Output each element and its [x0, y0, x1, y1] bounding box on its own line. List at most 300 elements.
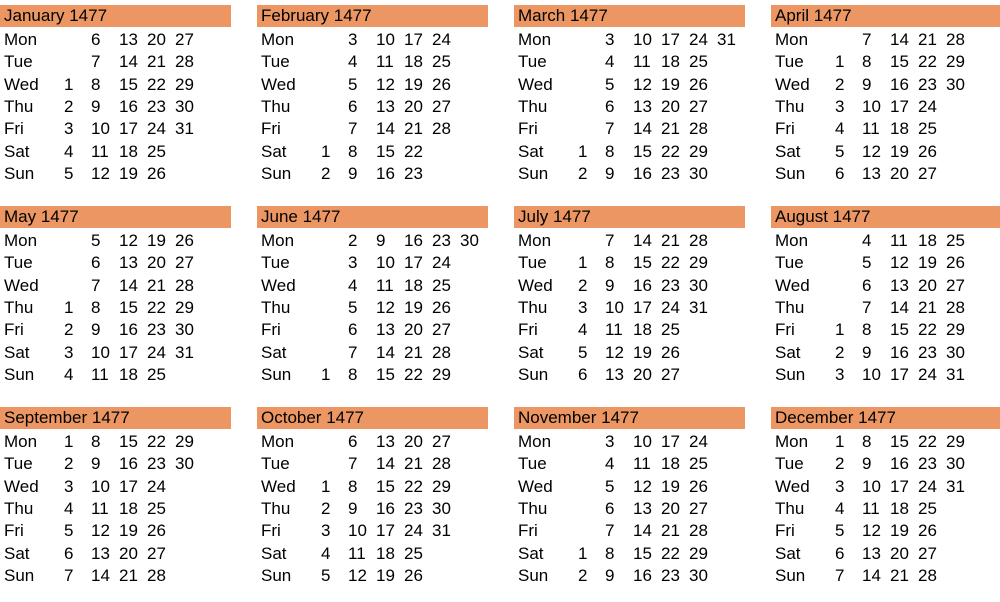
- date-cell: 28: [689, 119, 708, 139]
- week-row: [771, 230, 1000, 252]
- month-block: [514, 402, 745, 602]
- day-name-label: Sat: [775, 342, 801, 362]
- date-cell: 2: [578, 275, 588, 295]
- date-cell: 16: [633, 275, 652, 295]
- week-row: [257, 141, 488, 163]
- date-cell: 9: [605, 275, 615, 295]
- date-cell: 8: [348, 364, 358, 384]
- date-cell: 22: [918, 52, 937, 72]
- date-cell: 24: [432, 253, 451, 273]
- date-cell: 8: [91, 432, 101, 451]
- day-name-label: Sun: [518, 364, 549, 384]
- date-cell: 16: [890, 454, 909, 474]
- date-cell: 30: [946, 342, 965, 362]
- date-cell: 11: [91, 498, 109, 518]
- date-cell: 20: [147, 253, 166, 273]
- date-cell: 23: [661, 275, 680, 295]
- month-block: [0, 0, 231, 200]
- date-cell: 28: [689, 521, 708, 541]
- date-cell: 9: [91, 320, 101, 340]
- day-name-label: Fri: [4, 521, 24, 541]
- date-cell: 27: [147, 543, 166, 563]
- date-cell: 29: [432, 364, 451, 384]
- week-row: [257, 275, 488, 297]
- date-cell: 23: [918, 454, 937, 474]
- date-cell: 28: [689, 231, 708, 250]
- date-cell: 5: [578, 342, 588, 362]
- day-name-label: Tue: [518, 253, 547, 273]
- month-header: February 1477: [257, 5, 488, 27]
- day-name-label: Thu: [4, 96, 34, 116]
- date-cell: 26: [689, 476, 708, 496]
- date-cell: 13: [376, 320, 395, 340]
- day-name-label: Wed: [518, 275, 553, 295]
- date-cell: 9: [862, 342, 872, 362]
- date-cell: 4: [64, 141, 74, 161]
- date-cell: 13: [376, 432, 395, 451]
- date-cell: 21: [147, 52, 166, 72]
- month-header: August 1477: [771, 206, 1000, 228]
- date-cell: 14: [633, 119, 652, 139]
- week-row: [771, 141, 1000, 163]
- date-cell: 6: [348, 96, 358, 116]
- date-cell: 25: [946, 231, 965, 250]
- date-cell: 6: [605, 498, 615, 518]
- date-cell: 2: [64, 320, 74, 340]
- date-cell: 11: [633, 454, 651, 474]
- date-cell: 26: [432, 74, 451, 94]
- day-name-label: Fri: [518, 521, 538, 541]
- week-row: [257, 118, 488, 140]
- day-name-label: Mon: [261, 30, 295, 49]
- date-cell: 8: [605, 543, 615, 563]
- week-row: [514, 252, 745, 274]
- day-name-label: Sat: [4, 141, 30, 161]
- date-cell: 9: [376, 231, 386, 250]
- date-cell: 29: [175, 432, 194, 451]
- date-cell: 25: [147, 141, 166, 161]
- date-cell: 25: [404, 543, 423, 563]
- day-name-label: Sun: [261, 565, 292, 585]
- week-row: [514, 118, 745, 140]
- date-cell: 23: [661, 565, 680, 585]
- date-cell: 12: [890, 253, 909, 273]
- date-cell: 10: [348, 521, 367, 541]
- day-name-label: Fri: [261, 119, 281, 139]
- date-cell: 8: [862, 432, 872, 451]
- date-cell: 10: [91, 342, 110, 362]
- date-cell: 19: [119, 521, 138, 541]
- date-cell: 30: [946, 454, 965, 474]
- day-name-label: Sat: [518, 543, 544, 563]
- week-row: [0, 230, 231, 252]
- date-cell: 20: [633, 364, 652, 384]
- date-cell: 7: [605, 119, 615, 139]
- day-name-label: Wed: [261, 275, 296, 295]
- date-cell: 4: [321, 543, 331, 563]
- date-cell: 7: [605, 231, 615, 250]
- date-cell: 27: [661, 364, 680, 384]
- date-cell: 26: [918, 141, 937, 161]
- date-cell: 2: [835, 454, 845, 474]
- date-cell: 4: [64, 498, 74, 518]
- date-cell: 13: [119, 30, 138, 49]
- date-cell: 26: [689, 74, 708, 94]
- date-cell: 11: [633, 52, 651, 72]
- date-cell: 15: [376, 476, 395, 496]
- date-cell: 7: [91, 275, 101, 295]
- date-cell: 10: [862, 476, 881, 496]
- date-cell: 22: [147, 297, 166, 317]
- date-cell: 27: [918, 543, 937, 563]
- day-name-label: Tue: [4, 253, 33, 273]
- date-cell: 21: [147, 275, 166, 295]
- week-row: [514, 163, 745, 185]
- week-row: [771, 342, 1000, 364]
- month-block: [771, 402, 1000, 602]
- date-cell: 19: [119, 163, 138, 183]
- week-row: [257, 297, 488, 319]
- date-cell: 26: [432, 297, 451, 317]
- week-row: [771, 543, 1000, 565]
- date-cell: 15: [890, 320, 909, 340]
- date-cell: 8: [91, 74, 101, 94]
- date-cell: 2: [64, 454, 74, 474]
- month-header: January 1477: [0, 5, 231, 27]
- day-name-label: Fri: [775, 521, 795, 541]
- day-name-label: Sat: [261, 141, 287, 161]
- date-cell: 2: [348, 231, 358, 250]
- day-name-label: Mon: [261, 231, 295, 250]
- date-cell: 18: [119, 498, 138, 518]
- date-cell: 11: [376, 52, 394, 72]
- date-cell: 8: [348, 476, 358, 496]
- date-cell: 7: [862, 30, 872, 49]
- date-cell: 15: [119, 432, 138, 451]
- day-name-label: Sun: [4, 163, 35, 183]
- week-row: [771, 297, 1000, 319]
- date-cell: 21: [661, 231, 680, 250]
- date-cell: 4: [605, 454, 615, 474]
- date-cell: 15: [633, 253, 652, 273]
- date-cell: 19: [890, 521, 909, 541]
- date-cell: 25: [689, 454, 708, 474]
- date-cell: 1: [578, 253, 588, 273]
- day-name-label: Tue: [775, 253, 804, 273]
- date-cell: 18: [119, 141, 138, 161]
- date-cell: 5: [321, 565, 331, 585]
- week-row: [257, 230, 488, 252]
- date-cell: 1: [321, 364, 331, 384]
- date-cell: 5: [91, 231, 101, 250]
- date-cell: 31: [717, 30, 736, 49]
- date-cell: 14: [376, 454, 395, 474]
- date-cell: 17: [376, 521, 395, 541]
- date-cell: 6: [348, 320, 358, 340]
- day-name-label: Tue: [261, 52, 290, 72]
- date-cell: 18: [918, 231, 937, 250]
- day-name-label: Mon: [518, 30, 552, 49]
- week-row: [771, 118, 1000, 140]
- month-block: [257, 402, 488, 602]
- date-cell: 7: [348, 454, 358, 474]
- date-cell: 23: [432, 231, 451, 250]
- date-cell: 14: [890, 30, 909, 49]
- week-row: [0, 275, 231, 297]
- month-block: [257, 201, 488, 401]
- date-cell: 22: [661, 141, 680, 161]
- date-cell: 14: [119, 275, 138, 295]
- day-name-label: Sun: [518, 565, 549, 585]
- date-cell: 9: [348, 498, 358, 518]
- date-cell: 28: [175, 52, 194, 72]
- week-row: [514, 319, 745, 341]
- week-row: [514, 453, 745, 475]
- day-name-label: Tue: [518, 52, 547, 72]
- month-header: April 1477: [771, 5, 1000, 27]
- day-name-label: Thu: [261, 498, 291, 518]
- date-cell: 13: [862, 163, 881, 183]
- date-cell: 3: [348, 253, 358, 273]
- date-cell: 12: [376, 297, 395, 317]
- week-row: [257, 319, 488, 341]
- date-cell: 19: [890, 141, 909, 161]
- date-cell: 13: [605, 364, 624, 384]
- date-cell: 29: [689, 543, 708, 563]
- date-cell: 6: [578, 364, 588, 384]
- day-name-label: Fri: [775, 320, 795, 340]
- date-cell: 20: [890, 543, 909, 563]
- week-row: [0, 543, 231, 565]
- date-cell: 3: [835, 96, 845, 116]
- week-row: [0, 96, 231, 118]
- date-cell: 24: [918, 476, 937, 496]
- week-row: [514, 74, 745, 96]
- day-name-label: Wed: [261, 476, 296, 496]
- date-cell: 20: [147, 30, 166, 49]
- day-name-label: Wed: [518, 476, 553, 496]
- date-cell: 13: [862, 543, 881, 563]
- week-row: [0, 453, 231, 475]
- day-name-label: Sun: [261, 163, 292, 183]
- date-cell: 27: [946, 275, 965, 295]
- day-name-label: Sun: [775, 163, 806, 183]
- date-cell: 3: [64, 342, 74, 362]
- date-cell: 12: [119, 231, 138, 250]
- date-cell: 25: [432, 275, 451, 295]
- day-name-label: Sun: [775, 565, 806, 585]
- week-row: [0, 520, 231, 542]
- date-cell: 24: [432, 30, 451, 49]
- week-row: [771, 96, 1000, 118]
- date-cell: 6: [64, 543, 74, 563]
- date-cell: 21: [404, 119, 423, 139]
- date-cell: 18: [890, 119, 909, 139]
- week-row: [771, 431, 1000, 453]
- month-block: [0, 201, 231, 401]
- date-cell: 9: [91, 96, 101, 116]
- date-cell: 4: [348, 275, 358, 295]
- date-cell: 7: [862, 297, 872, 317]
- date-cell: 11: [91, 141, 109, 161]
- date-cell: 4: [64, 364, 74, 384]
- date-cell: 19: [661, 476, 680, 496]
- week-row: [257, 498, 488, 520]
- date-cell: 20: [404, 96, 423, 116]
- week-row: [257, 543, 488, 565]
- date-cell: 30: [175, 320, 194, 340]
- date-cell: 29: [946, 52, 965, 72]
- day-name-label: Mon: [518, 432, 552, 451]
- date-cell: 21: [918, 297, 937, 317]
- date-cell: 10: [91, 476, 110, 496]
- date-cell: 8: [605, 253, 615, 273]
- date-cell: 23: [404, 498, 423, 518]
- day-name-label: Sat: [775, 141, 801, 161]
- date-cell: 17: [890, 476, 909, 496]
- week-row: [771, 565, 1000, 587]
- day-name-label: Sat: [261, 342, 287, 362]
- date-cell: 6: [835, 163, 845, 183]
- date-cell: 4: [348, 52, 358, 72]
- date-cell: 24: [918, 96, 937, 116]
- day-name-label: Mon: [775, 30, 809, 49]
- date-cell: 15: [376, 364, 395, 384]
- date-cell: 15: [890, 52, 909, 72]
- day-name-label: Sun: [4, 364, 35, 384]
- date-cell: 27: [432, 320, 451, 340]
- date-cell: 10: [862, 96, 881, 116]
- date-cell: 12: [91, 521, 110, 541]
- week-row: [0, 319, 231, 341]
- date-cell: 13: [376, 96, 395, 116]
- date-cell: 22: [147, 74, 166, 94]
- date-cell: 5: [348, 297, 358, 317]
- date-cell: 19: [661, 74, 680, 94]
- day-name-label: Sun: [4, 565, 35, 585]
- date-cell: 30: [432, 498, 451, 518]
- day-name-label: Tue: [775, 454, 804, 474]
- date-cell: 23: [661, 163, 680, 183]
- week-row: [257, 29, 488, 51]
- date-cell: 23: [147, 96, 166, 116]
- date-cell: 24: [689, 30, 708, 49]
- week-row: [514, 364, 745, 386]
- date-cell: 9: [605, 163, 615, 183]
- date-cell: 11: [376, 275, 394, 295]
- date-cell: 20: [404, 320, 423, 340]
- date-cell: 5: [835, 141, 845, 161]
- date-cell: 18: [119, 364, 138, 384]
- week-row: [0, 476, 231, 498]
- date-cell: 23: [918, 74, 937, 94]
- week-row: [0, 431, 231, 453]
- day-name-label: Sun: [261, 364, 292, 384]
- date-cell: 1: [64, 432, 74, 451]
- week-row: [514, 342, 745, 364]
- week-row: [514, 141, 745, 163]
- date-cell: 22: [404, 364, 423, 384]
- date-cell: 19: [918, 253, 937, 273]
- date-cell: 7: [835, 565, 845, 585]
- week-row: [514, 520, 745, 542]
- date-cell: 17: [119, 119, 138, 139]
- date-cell: 16: [404, 231, 423, 250]
- date-cell: 20: [404, 432, 423, 451]
- date-cell: 24: [689, 432, 708, 451]
- date-cell: 5: [64, 521, 74, 541]
- date-cell: 10: [862, 364, 881, 384]
- week-row: [514, 431, 745, 453]
- week-row: [257, 431, 488, 453]
- day-name-label: Fri: [4, 119, 24, 139]
- date-cell: 10: [376, 253, 395, 273]
- week-row: [514, 230, 745, 252]
- date-cell: 3: [321, 521, 331, 541]
- week-row: [257, 520, 488, 542]
- day-name-label: Fri: [4, 320, 24, 340]
- day-name-label: Mon: [518, 231, 552, 250]
- date-cell: 28: [946, 30, 965, 49]
- day-name-label: Tue: [775, 52, 804, 72]
- week-row: [514, 96, 745, 118]
- date-cell: 27: [432, 96, 451, 116]
- date-cell: 21: [661, 521, 680, 541]
- date-cell: 24: [661, 297, 680, 317]
- week-row: [0, 163, 231, 185]
- month-block: [771, 0, 1000, 200]
- date-cell: 16: [376, 498, 395, 518]
- week-row: [771, 319, 1000, 341]
- date-cell: 19: [376, 565, 395, 585]
- week-row: [0, 51, 231, 73]
- date-cell: 22: [918, 320, 937, 340]
- date-cell: 16: [119, 320, 138, 340]
- date-cell: 30: [946, 74, 965, 94]
- date-cell: 12: [91, 163, 110, 183]
- date-cell: 2: [321, 163, 331, 183]
- month-header: March 1477: [514, 5, 745, 27]
- date-cell: 7: [91, 52, 101, 72]
- day-name-label: Thu: [518, 297, 548, 317]
- date-cell: 12: [862, 141, 881, 161]
- date-cell: 4: [835, 498, 845, 518]
- day-name-label: Thu: [261, 96, 291, 116]
- date-cell: 31: [689, 297, 708, 317]
- date-cell: 12: [633, 74, 652, 94]
- date-cell: 11: [862, 119, 880, 139]
- date-cell: 17: [890, 364, 909, 384]
- day-name-label: Thu: [261, 297, 291, 317]
- day-name-label: Sun: [775, 364, 806, 384]
- date-cell: 17: [633, 297, 652, 317]
- date-cell: 20: [890, 163, 909, 183]
- date-cell: 12: [633, 476, 652, 496]
- week-row: [0, 364, 231, 386]
- day-name-label: Tue: [261, 454, 290, 474]
- date-cell: 29: [175, 74, 194, 94]
- date-cell: 10: [605, 297, 624, 317]
- date-cell: 11: [605, 320, 623, 340]
- month-header: July 1477: [514, 206, 745, 228]
- month-header: October 1477: [257, 407, 488, 429]
- date-cell: 25: [432, 52, 451, 72]
- day-name-label: Wed: [518, 74, 553, 94]
- date-cell: 22: [918, 432, 937, 451]
- month-block: [257, 0, 488, 200]
- day-name-label: Tue: [4, 454, 33, 474]
- date-cell: 30: [175, 96, 194, 116]
